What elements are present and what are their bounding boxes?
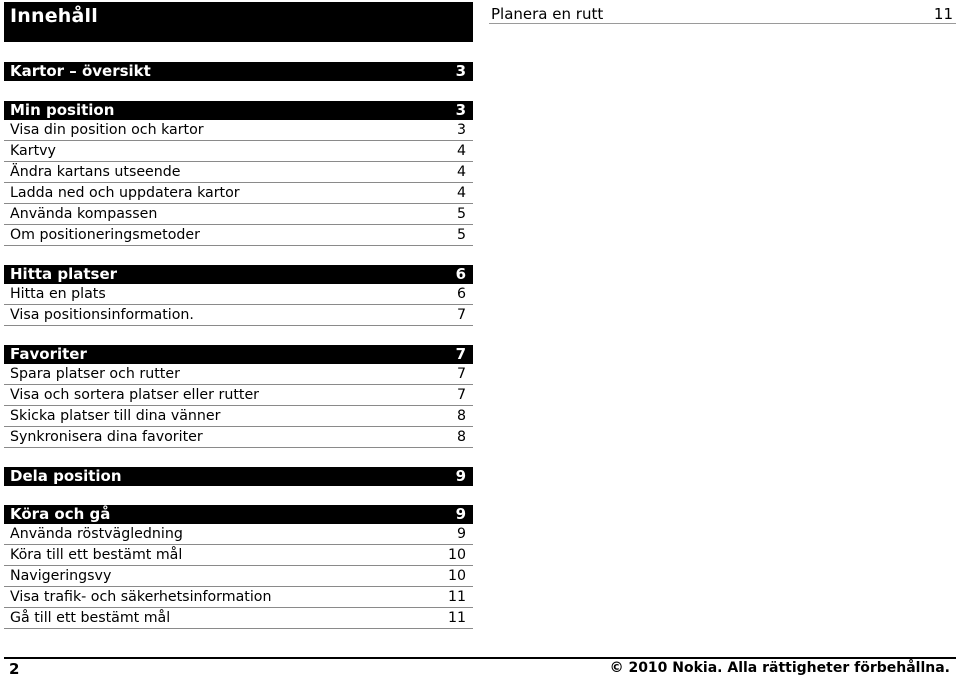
- toc-entry-label: Synkronisera dina favoriter: [10, 429, 203, 445]
- toc-entry[interactable]: [4, 406, 473, 427]
- toc-section: [4, 467, 473, 486]
- toc-entry[interactable]: [4, 427, 473, 448]
- toc-entry[interactable]: [4, 204, 473, 225]
- toc-section-heading[interactable]: [4, 505, 473, 524]
- toc-entry-page: 7: [456, 387, 466, 403]
- table-of-contents: [4, 62, 473, 648]
- right-column-entry[interactable]: [489, 4, 956, 24]
- toc-entry-label: Visa positionsinformation.: [10, 307, 194, 323]
- toc-entry-page: 6: [456, 286, 466, 302]
- page-title: Innehåll: [10, 5, 98, 27]
- toc-entry-label: Gå till ett bestämt mål: [10, 610, 171, 626]
- toc-entry-page: 10: [447, 547, 466, 563]
- toc-entry[interactable]: [4, 225, 473, 246]
- toc-entry[interactable]: [4, 120, 473, 141]
- toc-section: [4, 101, 473, 246]
- toc-section-title: Dela position: [10, 467, 122, 485]
- toc-section-heading[interactable]: [4, 101, 473, 120]
- toc-entry[interactable]: [4, 566, 473, 587]
- toc-entry[interactable]: [4, 385, 473, 406]
- toc-section-page: 9: [455, 467, 466, 485]
- toc-section: [4, 62, 473, 81]
- toc-section: [4, 345, 473, 448]
- toc-entry-page: 11: [447, 589, 466, 605]
- toc-entry-label: Ändra kartans utseende: [10, 164, 181, 180]
- right-column-entry-page: 11: [933, 5, 953, 23]
- toc-entry-page: 4: [456, 185, 466, 201]
- toc-entry-label: Visa din position och kartor: [10, 122, 204, 138]
- toc-entry[interactable]: [4, 524, 473, 545]
- toc-entry[interactable]: [4, 162, 473, 183]
- toc-section-page: 3: [455, 62, 466, 80]
- toc-entry-page: 11: [447, 610, 466, 626]
- toc-entry[interactable]: [4, 587, 473, 608]
- toc-entry-page: 10: [447, 568, 466, 584]
- toc-section-heading[interactable]: [4, 265, 473, 284]
- toc-section-title: Favoriter: [10, 345, 87, 363]
- toc-section-page: 9: [455, 505, 466, 523]
- right-column-entry-label: Planera en rutt: [491, 5, 604, 23]
- toc-entry-page: 3: [456, 122, 466, 138]
- toc-entry-label: Visa och sortera platser eller rutter: [10, 387, 260, 403]
- toc-entry-page: 7: [456, 366, 466, 382]
- toc-entry-page: 7: [456, 307, 466, 323]
- toc-section-heading[interactable]: [4, 467, 473, 486]
- toc-section-page: 7: [455, 345, 466, 363]
- toc-entry[interactable]: [4, 284, 473, 305]
- footer-copyright: © 2010 Nokia. Alla rättigheter förbehållna.: [609, 660, 950, 676]
- toc-section-heading[interactable]: [4, 62, 473, 81]
- toc-entry-label: Använda kompassen: [10, 206, 158, 222]
- toc-entry-label: Om positioneringsmetoder: [10, 227, 200, 243]
- toc-entry-label: Spara platser och rutter: [10, 366, 180, 382]
- toc-section-heading[interactable]: [4, 345, 473, 364]
- toc-section-page: 6: [455, 265, 466, 283]
- toc-entry-page: 4: [456, 143, 466, 159]
- toc-entry-page: 4: [456, 164, 466, 180]
- toc-entry[interactable]: [4, 364, 473, 385]
- toc-entry-label: Köra till ett bestämt mål: [10, 547, 183, 563]
- toc-entry-page: 5: [456, 206, 466, 222]
- toc-entry[interactable]: [4, 305, 473, 326]
- toc-entry-label: Navigeringsvy: [10, 568, 112, 584]
- toc-section: [4, 265, 473, 326]
- contents-header: [4, 2, 473, 42]
- toc-section: [4, 505, 473, 629]
- toc-entry-page: 5: [456, 227, 466, 243]
- toc-section-title: Hitta platser: [10, 265, 118, 283]
- footer-divider: [4, 657, 956, 659]
- toc-section-title: Kartor – översikt: [10, 62, 151, 80]
- toc-entry[interactable]: [4, 608, 473, 629]
- toc-entry-page: 8: [456, 408, 466, 424]
- toc-section-title: Min position: [10, 101, 115, 119]
- toc-entry-label: Ladda ned och uppdatera kartor: [10, 185, 240, 201]
- toc-entry[interactable]: [4, 141, 473, 162]
- toc-entry-page: 8: [456, 429, 466, 445]
- toc-section-title: Köra och gå: [10, 505, 111, 523]
- toc-entry-page: 9: [456, 526, 466, 542]
- toc-entry-label: Skicka platser till dina vänner: [10, 408, 221, 424]
- toc-entry-label: Hitta en plats: [10, 286, 106, 302]
- footer-page-number: 2: [9, 660, 20, 678]
- toc-entry-label: Visa trafik- och säkerhetsinformation: [10, 589, 272, 605]
- toc-section-page: 3: [455, 101, 466, 119]
- toc-entry[interactable]: [4, 545, 473, 566]
- toc-entry-label: Kartvy: [10, 143, 56, 159]
- toc-entry-label: Använda röstvägledning: [10, 526, 183, 542]
- toc-entry[interactable]: [4, 183, 473, 204]
